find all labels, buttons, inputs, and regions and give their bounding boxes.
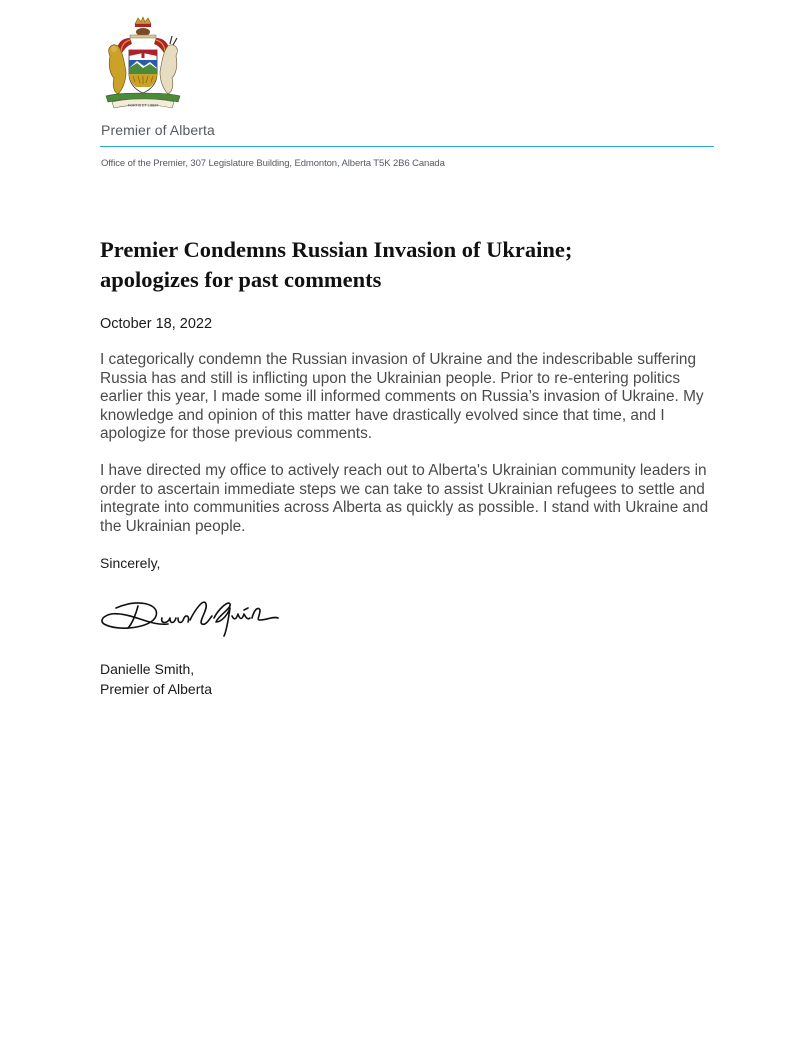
letter-paragraph-1: I categorically condemn the Russian invasion of Ukraine and the indescribable suffering Russia has and still is inflicting upon the Ukrainian people. Prior to re-entering politics earlier this year, I made some ill informed comments on Russia’s invasion of Ukraine. My knowledge and opinion of this matter have drastically evolved since that time, and I apologize for those previous comments.	[100, 351, 704, 443]
signer-title: Premier of Alberta	[100, 680, 213, 697]
letter-headline	[100, 235, 720, 295]
signature-icon	[98, 588, 288, 640]
letter-date: October 18, 2022	[100, 316, 213, 332]
letter-paragraph-2: I have directed my office to actively reach out to Alberta's Ukrainian community leaders in order to ascertain immediate steps we can take to assist Ukrainian refugees to settle and integrate into communities across Alberta as quickly as possible. I stand with Ukraine and the Ukrainian people.	[100, 462, 709, 535]
alberta-coat-of-arms-icon	[100, 16, 186, 110]
signer-block	[100, 660, 212, 699]
signer-name: Danielle Smith,	[100, 661, 195, 677]
office-address: Office of the Premier, 307 Legislature Building, Edmonton, Alberta T5K 2B6 Canada	[101, 158, 445, 169]
header-divider	[100, 146, 714, 147]
headline-line-1: Premier Condemns Russian Invasion of Ukraine;	[100, 237, 573, 262]
office-title: Premier of Alberta	[101, 122, 215, 138]
crest-motto-text: FORTIS ET LIBER	[127, 103, 159, 108]
letter-closing: Sincerely,	[100, 555, 161, 571]
headline-line-2: apologizes for past comments	[100, 267, 382, 292]
